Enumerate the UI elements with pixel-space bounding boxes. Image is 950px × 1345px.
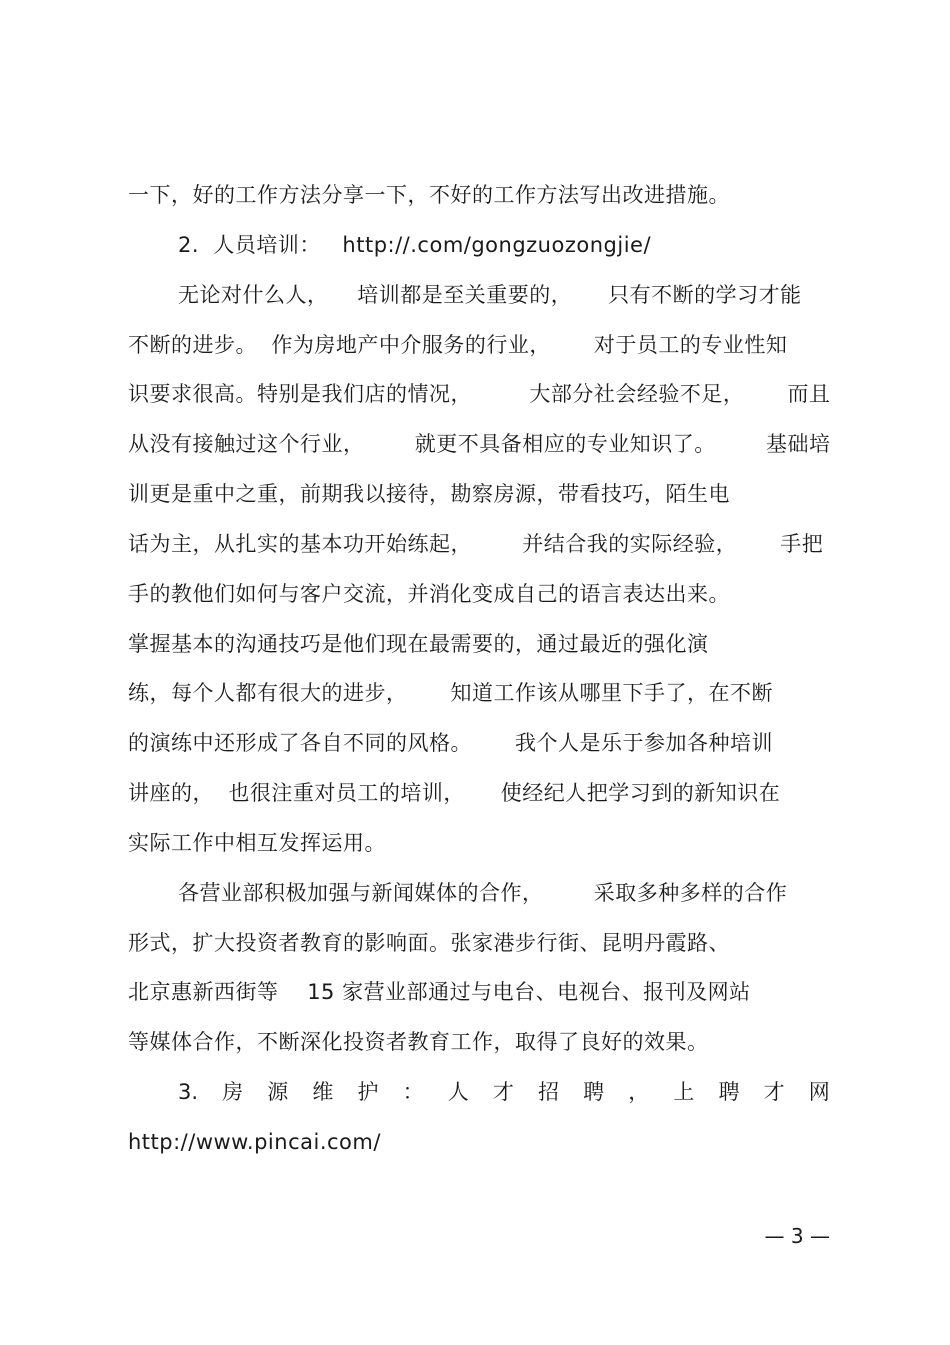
paragraph-line: 手的教他们如何与客户交流，并消化变成自己的语言表达出来。 [128,582,730,606]
page-number: — 3 — [764,1224,830,1248]
paragraph-line: 练，每个人都有很大的进步， 知道工作该从哪里下手了，在不断 [128,681,774,705]
paragraph-line: 话为主，从扎实的基本功开始练起， 并结合我的实际经验， 手把 [128,532,824,556]
paragraph-line: 各营业部积极加强与新闻媒体的合作， 采取多种多样的合作 [178,881,788,905]
heading-char: 聘 [718,1080,740,1104]
heading-char: 3. [178,1080,199,1104]
paragraph-line: 讲座的， 也很注重对员工的培训， 使经纪人把学习到的新知识在 [128,781,781,805]
paragraph-line: 从没有接触过这个行业， 就更不具备相应的专业知识了。 基础培 [128,432,831,456]
paragraph-line: 掌握基本的沟通技巧是他们现在最需要的，通过最近的强化演 [128,632,709,656]
paragraph-line: 不断的进步。 作为房地产中介服务的行业， 对于员工的专业性知 [128,333,788,357]
heading-char: 护 [357,1080,379,1104]
paragraph-line: 实际工作中相互发挥运用。 [128,831,386,855]
heading-char: 维 [312,1080,334,1104]
paragraph-line: 无论对什么人， 培训都是至关重要的， 只有不断的学习才能 [178,283,802,307]
heading-char: 网 [808,1080,830,1104]
heading-char: 才 [492,1080,514,1104]
paragraph-line: 训更是重中之重，前期我以接待，勘察房源，带看技巧，陌生电 [128,482,730,506]
paragraph-line: 北京惠新西街等 15 家营业部通过与电台、电视台、报刊及网站 [128,980,751,1004]
heading-char: 招 [538,1080,560,1104]
heading-char: 上 [673,1080,695,1104]
paragraph-line: 的演练中还形成了各自不同的风格。 我个人是乐于参加各种培训 [128,731,774,755]
section-heading-listing-maintenance [178,1078,830,1106]
paragraph-line: 形式，扩大投资者教育的影响面。张家港步行街、昆明丹霞路、 [128,931,730,955]
paragraph-line: 一下，好的工作方法分享一下，不好的工作方法写出改进措施。 [128,183,730,207]
heading-char: ， [628,1080,650,1104]
paragraph-line: 识要求很高。特别是我们店的情况， 大部分社会经验不足， 而且 [128,382,831,406]
heading-char: 人 [447,1080,469,1104]
heading-char: ： [402,1080,424,1104]
heading-char: 才 [763,1080,785,1104]
heading-char: 聘 [583,1080,605,1104]
heading-char: 房 [222,1080,244,1104]
url-text: http://www.pincai.com/ [128,1130,381,1154]
section-heading-training: 2. 人员培训： http://.com/gongzuozongjie/ [178,233,652,257]
heading-char: 源 [267,1080,289,1104]
paragraph-line: 等媒体合作，不断深化投资者教育工作，取得了良好的效果。 [128,1030,709,1054]
